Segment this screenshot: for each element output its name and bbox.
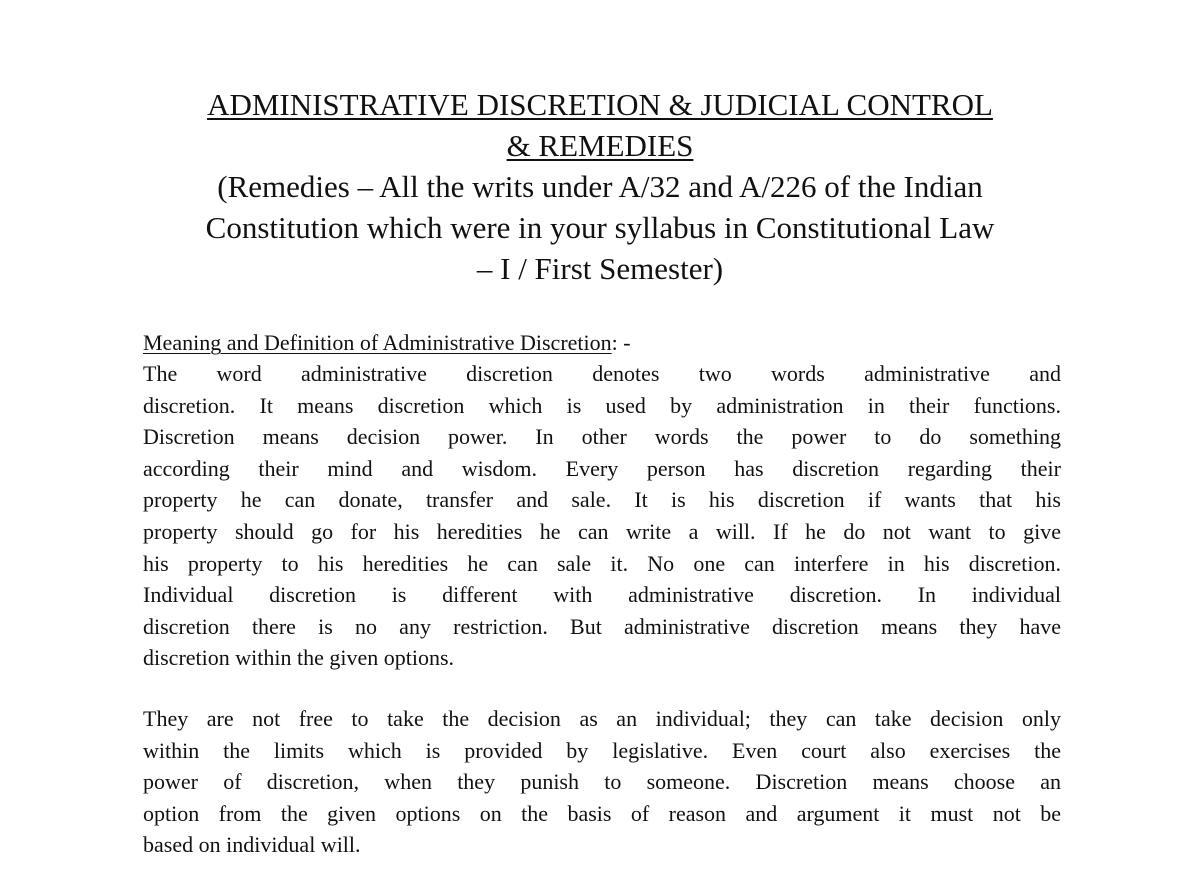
paragraph-line: discretion. It means discretion which is used by administration in their functions. <box>143 392 1061 418</box>
document-title-line-2: & REMEDIES <box>506 128 694 163</box>
paragraph-line: They are not free to take the decision as an individual; they can take decision only <box>143 705 1061 731</box>
paragraph-line: Discretion means decision power. In other words the power to do something <box>143 424 1061 450</box>
paragraph-line: discretion within the given options. <box>143 645 455 671</box>
paragraph-line: The word administrative discretion denotes two words administrative and <box>143 361 1061 386</box>
paragraph-line: within the limits which is provided by legislative. Even court also exercises the <box>143 737 1061 763</box>
paragraph-line: Individual discretion is different with administrative discretion. In individual <box>143 582 1061 608</box>
subtitle-line-2: Constitution which were in your syllabus in Constitutional Law <box>205 210 995 245</box>
paragraph-line: option from the given options on the basis of reason and argument it must not be <box>143 800 1061 826</box>
section-heading-text: Meaning and Definition of Administrative Discretion <box>143 330 612 355</box>
title-block <box>140 84 1060 289</box>
section-heading-suffix: : - <box>611 330 631 355</box>
paragraph-spacer <box>143 674 1061 703</box>
paragraph-line: property should go for his heredities he can write a will. If he do not want to give <box>143 518 1061 544</box>
subtitle-line-1: (Remedies – All the writs under A/32 and A/226 of the Indian <box>217 169 983 204</box>
paragraph-2 <box>143 703 1061 861</box>
paragraph-line: based on individual will. <box>143 832 361 858</box>
document-body <box>143 328 1061 861</box>
paragraph-line: discretion there is no any restriction. But administrative discretion means they have <box>143 613 1061 639</box>
paragraph-line: his property to his heredities he can sale it. No one can interfere in his discretion. <box>143 550 1061 576</box>
paragraph-line: according their mind and wisdom. Every person has discretion regarding their <box>143 455 1061 481</box>
section-heading <box>143 328 1061 358</box>
document-title-line-1: ADMINISTRATIVE DISCRETION & JUDICIAL CONTROL <box>207 87 993 122</box>
subtitle-line-3: – I / First Semester) <box>476 251 724 286</box>
paragraph-1 <box>143 358 1061 674</box>
paragraph-line: power of discretion, when they punish to someone. Discretion means choose an <box>143 769 1061 795</box>
paragraph-line: property he can donate, transfer and sale. It is his discretion if wants that his <box>143 487 1061 513</box>
